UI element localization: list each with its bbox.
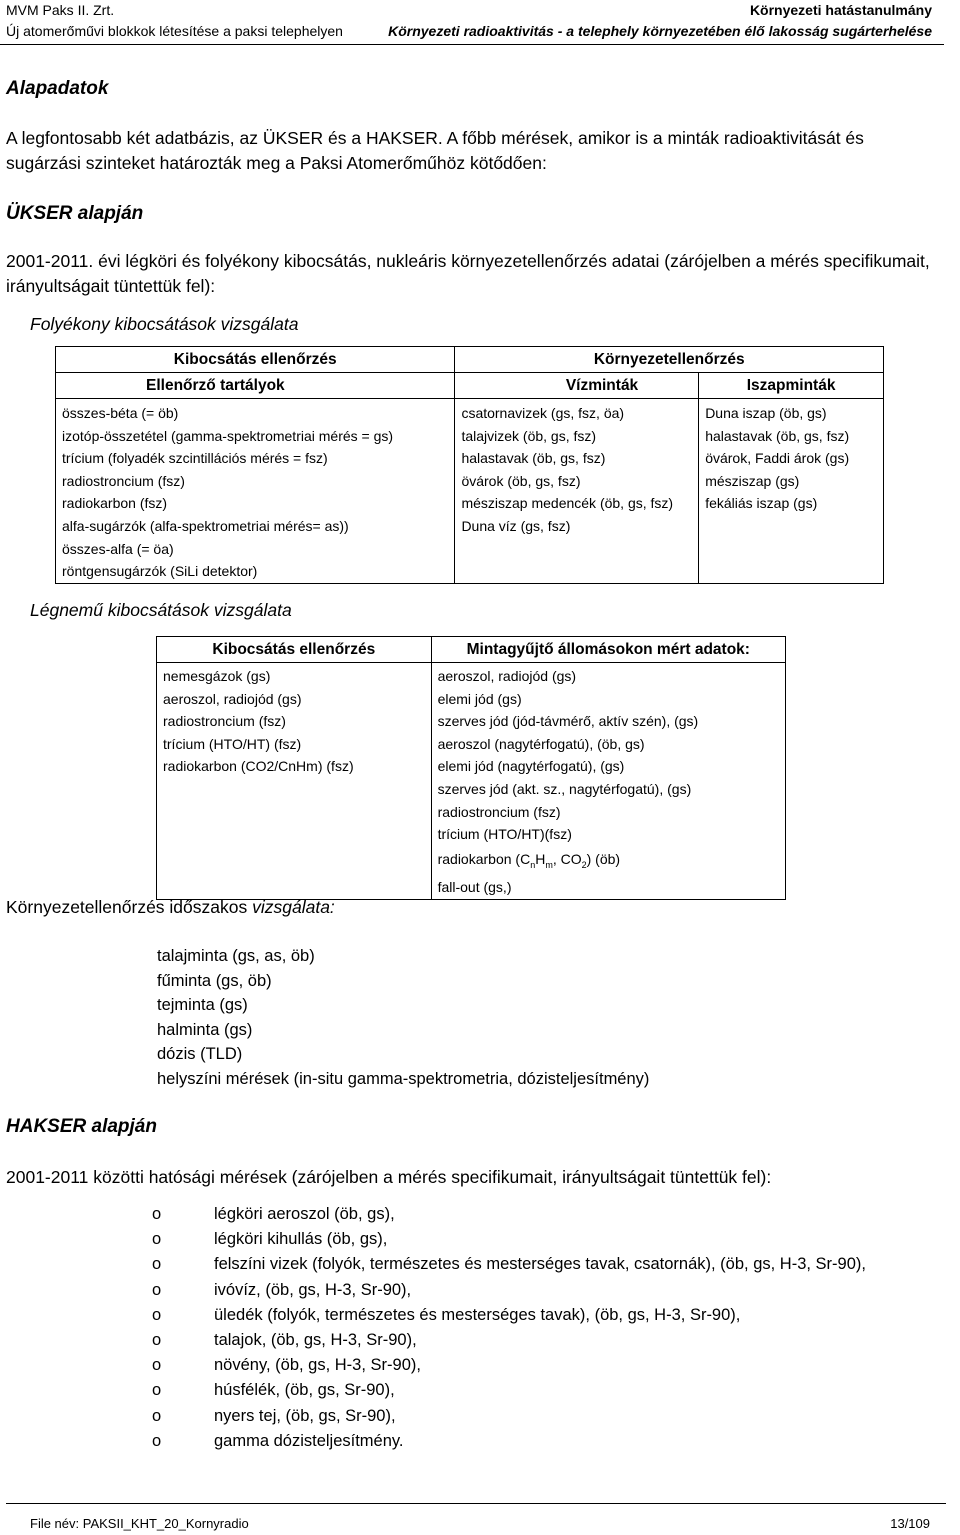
footer-divider [6,1503,946,1504]
subscript-m: m [545,859,553,870]
liquid-col2-list [455,399,699,584]
radiocarbon-suffix: ) (öb) [586,850,621,867]
list-item: halastavak (öb, gs, fsz) [461,450,606,467]
ukser-paragraph: 2001-2011. évi légköri és folyékony kibocsátás, nukleáris környezetellenőrzés adatai (zárójelben a mérés specifikumait, irányultságait tüntettük fel): [6,251,930,296]
list-item: tejminta (gs) [157,996,248,1015]
periodic-list [157,944,649,1092]
list-item: radiostroncium (fsz) [163,713,286,730]
liquid-col23-header: Környezetellenőrzés [455,347,884,373]
bullet-icon: o [152,1406,162,1425]
list-item: talajminta (gs, as, öb) [157,947,315,965]
list-item: röntgensugárzók (SiLi detektor) [62,563,258,580]
chapter-title: Környezeti radioaktivitás - a telephely környezetében élő lakosság sugárterhelése [388,23,932,39]
liquid-col1-header: Kibocsátás ellenőrzés [56,347,455,373]
list-item: mésziszap (gs) [705,472,800,489]
subscript-2: 2 [581,859,587,870]
liquid-col1-list [56,399,455,584]
bullet-icon: o [152,1205,162,1223]
list-item: trícium (folyadék szcintillációs mérés = fsz) [62,450,328,467]
liquid-emissions-table [55,346,884,584]
list-item: radiostroncium (fsz) [62,472,185,489]
periodic-heading-normal: Környezetellenőrzés időszakos [6,897,253,917]
list-item: fekáliás iszap (gs) [705,495,818,512]
bullet-icon: o [152,1431,162,1450]
gas-emissions-heading: Légnemű kibocsátások vizsgálata [30,600,292,620]
list-item: övárok, Faddi árok (gs) [705,450,850,467]
section-title-ukser: ÜKSER alapján [6,203,144,224]
list-item-radiocarbon [438,848,779,876]
liquid-col3-subheader: Iszapminták [699,373,884,399]
list-item: aeroszol (nagytérfogatú), (öb, gs) [437,735,645,752]
periodic-monitoring-heading [6,897,335,918]
gas-col1-list [157,663,432,900]
list-item: trícium (HTO/HT) (fsz) [163,735,302,752]
company-name: MVM Paks II. Zrt. [6,2,115,18]
list-item: fall-out (gs,) [437,879,512,896]
bullet-icon: o [152,1330,162,1349]
list-item: Duna iszap (öb, gs) [705,405,827,421]
hakser-paragraph: 2001-2011 közötti hatósági mérések (zárójelben a mérés specifikumait, irányultságait tüntettük fel): [6,1167,772,1187]
document-type: Környezeti hatástanulmány [749,2,932,18]
list-item: fűminta (gs, öb) [157,971,272,990]
list-item: radiokarbon (fsz) [62,495,168,512]
project-subtitle: Új atomerőművi blokkok létesítése a paksi telephelyen [6,23,343,39]
list-item: alfa-sugárzók (alfa-spektrometriai mérés= as)) [62,517,349,534]
radiocarbon-prefix: radiokarbon (C [437,850,531,867]
list-item: helyszíni mérések (in-situ gamma-spektrometria, dózisteljesítmény) [157,1069,650,1088]
liquid-col3-list [699,399,884,584]
bullet-icon: o [152,1356,162,1375]
list-item: trícium (HTO/HT)(fsz) [437,826,572,843]
list-item: összes-béta (= öb) [62,405,179,421]
intro-paragraph: A legfontosabb két adatbázis, az ÜKSER és a HAKSER. A főbb mérések, amikor is a minták radioaktivitását és sugárzási szinteket határozták meg a Paksi Atomerőműhöz kötődően: [6,128,864,173]
list-item: összes-alfa (= öa) [62,540,174,557]
liquid-col1-subheader: Ellenőrző tartályok [56,373,455,399]
gas-col2-header: Mintagyűjtő állomásokon mért adatok: [431,637,785,663]
section-title-alapadatok: Alapadatok [6,78,109,99]
list-item: halminta (gs) [157,1020,253,1039]
liquid-col2-subheader: Vízminták [455,373,699,399]
bullet-icon: o [152,1230,162,1249]
list-item: nemesgázok (gs) [163,668,271,684]
gas-col1-header: Kibocsátás ellenőrzés [157,637,432,663]
header-left [6,0,343,42]
section-title-hakser: HAKSER alapján [6,1116,157,1137]
periodic-heading-italic: vizsgálata: [252,897,335,917]
list-item: csatornavizek (gs, fsz, öa) [461,405,625,421]
list-item: radiostroncium (fsz) [437,803,561,820]
list-item: szerves jód (akt. sz., nagytérfogatú), (gs) [437,780,692,797]
list-item: Duna víz (gs, fsz) [461,517,571,534]
list-item: talajvizek (öb, gs, fsz) [461,427,597,444]
list-item: aeroszol, radiojód (gs) [163,690,302,707]
header-divider [0,44,944,45]
bullet-icon: o [152,1280,162,1299]
liquid-emissions-heading: Folyékony kibocsátások vizsgálata [30,314,299,334]
bullet-icon: o [152,1255,162,1274]
list-item: aeroszol, radiojód (gs) [437,668,577,684]
list-item: elemi jód (nagytérfogatú), (gs) [437,758,625,775]
gas-col2-list [431,663,785,900]
list-item: elemi jód (gs) [437,690,522,707]
subscript-n: n [530,859,536,870]
gas-emissions-table [156,636,786,900]
header-right [388,0,932,42]
radiocarbon-h: H [535,850,546,867]
list-item: szerves jód (jód-távmérő, aktív szén), (gs) [437,713,699,730]
bullet-icon: o [152,1381,162,1400]
list-item: izotóp-összetétel (gamma-spektrometriai mérés = gs) [62,427,394,444]
list-item: mésziszap medencék (öb, gs, fsz) [461,495,674,512]
list-item: dózis (TLD) [157,1045,243,1064]
footer-filename: File név: PAKSII_KHT_20_Kornyradio [30,1516,249,1531]
bullet-icon: o [152,1305,162,1324]
radiocarbon-middle: , CO [552,850,582,867]
list-item: radiokarbon (CO2/CnHm) (fsz) [163,758,354,775]
footer-page-number: 13/109 [890,1516,930,1531]
list-item: övárok (öb, gs, fsz) [461,472,581,489]
list-item: halastavak (öb, gs, fsz) [705,427,850,444]
